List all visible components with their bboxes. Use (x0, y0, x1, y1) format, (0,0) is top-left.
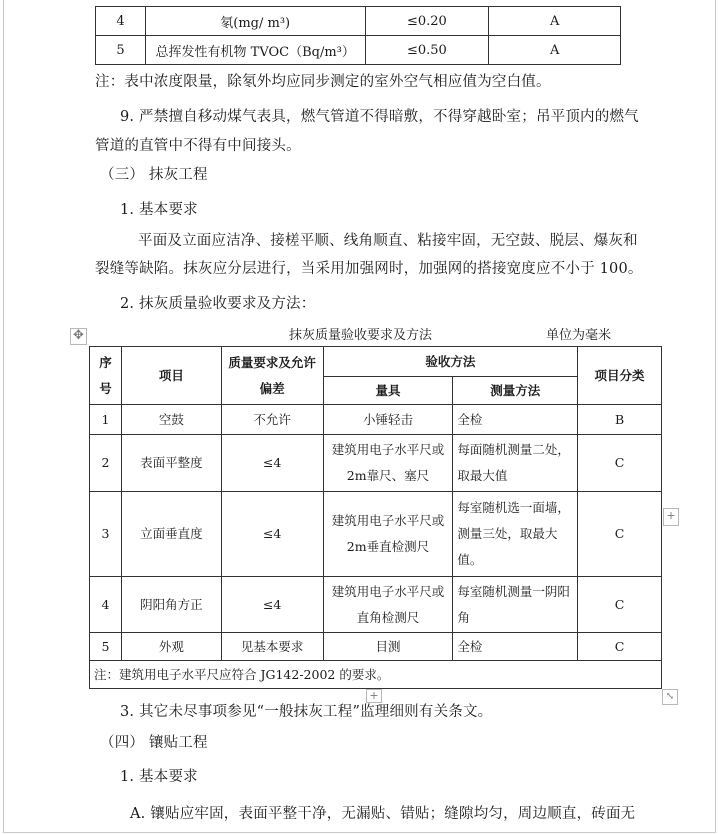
pollutant-table (95, 6, 621, 65)
row-tool: 建筑用电子水平尺或2m垂直检测尺 (323, 492, 453, 577)
header-no: 序号 (90, 347, 122, 405)
subheading-acceptance: 2. 抹灰质量验收要求及方法： (120, 296, 316, 312)
row-quality: ≤4 (221, 577, 323, 633)
note-row (90, 661, 662, 689)
header-tool: 量具 (323, 377, 453, 405)
row-quality: 见基本要求 (221, 633, 323, 661)
row-category: C (578, 633, 662, 661)
row-tool: 建筑用电子水平尺或直角检测尺 (323, 577, 453, 633)
row-category: C (578, 492, 662, 577)
header-method: 验收方法 (323, 347, 578, 377)
row-item: 立面垂直度 (121, 492, 221, 577)
paragraph-a: A. 镶贴应牢固，表面平整干净，无漏贴、错贴；缝隙均匀，周边顺直，砖面无 (130, 806, 636, 822)
limit-value: ≤0.50 (365, 36, 489, 65)
move-icon[interactable]: ✥ (70, 328, 87, 345)
row-number: 5 (96, 36, 146, 65)
item-9-line2: 管道的直管中不得有中间接头。 (95, 138, 301, 154)
item-9-line1: 9. 严禁擅自移动煤气表具，燃气管道不得暗敷，不得穿越卧室；吊平顶内的燃气 (120, 109, 639, 125)
row-number: 4 (90, 577, 122, 633)
row-measure: 全检 (453, 633, 578, 661)
row-tool: 建筑用电子水平尺或2m靠尺、塞尺 (323, 435, 453, 492)
subheading-basic-requirements: 1. 基本要求 (120, 202, 198, 218)
row-measure: 每室随机测量一阴阳角 (453, 577, 578, 633)
paragraph-line1: 平面及立面应洁净、接槎平顺、线角顺直、粘接牢固，无空鼓、脱层、爆灰和 (138, 233, 638, 249)
row-tool: 目测 (323, 633, 453, 661)
row-measure: 每室随机选一面墙，测量三处，取最大值。 (453, 492, 578, 577)
unit-label: 单位为毫米 (546, 328, 612, 343)
row-tool: 小锤轻击 (323, 405, 453, 435)
pollutant-name: 氡(mg/ m³) (145, 7, 365, 36)
row-number: 4 (96, 7, 146, 36)
table-row (90, 492, 662, 577)
limit-value: ≤0.20 (365, 7, 489, 36)
header-quality: 质量要求及允许偏差 (221, 347, 323, 405)
row-item: 阴阳角方正 (121, 577, 221, 633)
table-row (90, 577, 662, 633)
section-heading-tiling: （四） 镶贴工程 (100, 735, 208, 751)
pollutant-name: 总挥发性有机物 TVOC（Bq/m³） (145, 36, 365, 65)
row-category: B (578, 405, 662, 435)
row-quality: 不允许 (221, 405, 323, 435)
paragraph-line2: 裂缝等缺陷。抹灰应分层进行，当采用加强网时，加强网的搭接宽度应不小于 100。 (95, 261, 643, 277)
row-measure: 每面随机测量二处，取最大值 (453, 435, 578, 492)
row-quality: ≤4 (221, 435, 323, 492)
row-item: 外观 (121, 633, 221, 661)
row-quality: ≤4 (221, 492, 323, 577)
table-row (90, 633, 662, 661)
item-3: 3. 其它未尽事项参见“一般抹灰工程”监理细则有关条文。 (120, 704, 493, 720)
class-value: A (489, 7, 621, 36)
row-item: 表面平整度 (121, 435, 221, 492)
row-item: 空鼓 (121, 405, 221, 435)
class-value: A (489, 36, 621, 65)
plastering-acceptance-table (89, 346, 662, 689)
row-category: C (578, 577, 662, 633)
table-row (96, 36, 621, 65)
subheading-basic-requirements-2: 1. 基本要求 (120, 769, 198, 785)
header-category: 项目分类 (578, 347, 662, 405)
row-category: C (578, 435, 662, 492)
header-row (90, 347, 662, 377)
table-note: 注：表中浓度限量，除氡外均应同步测定的室外空气相应值为空白值。 (95, 74, 551, 90)
table-title: 抹灰质量验收要求及方法 (289, 328, 433, 343)
row-number: 3 (90, 492, 122, 577)
table-footnote: 注：建筑用电子水平尺应符合 JG142-2002 的要求。 (90, 661, 662, 689)
row-number: 1 (90, 405, 122, 435)
row-measure: 全检 (453, 405, 578, 435)
plus-icon[interactable]: + (663, 508, 679, 526)
header-item: 项目 (121, 347, 221, 405)
table-row (90, 435, 662, 492)
header-measure: 测量方法 (453, 377, 578, 405)
table-row (90, 405, 662, 435)
section-heading-plastering: （三） 抹灰工程 (100, 167, 208, 183)
table-row (96, 7, 621, 36)
row-number: 2 (90, 435, 122, 492)
row-number: 5 (90, 633, 122, 661)
resize-icon[interactable]: ⤡ (662, 689, 678, 705)
plus-icon[interactable]: + (366, 689, 382, 703)
